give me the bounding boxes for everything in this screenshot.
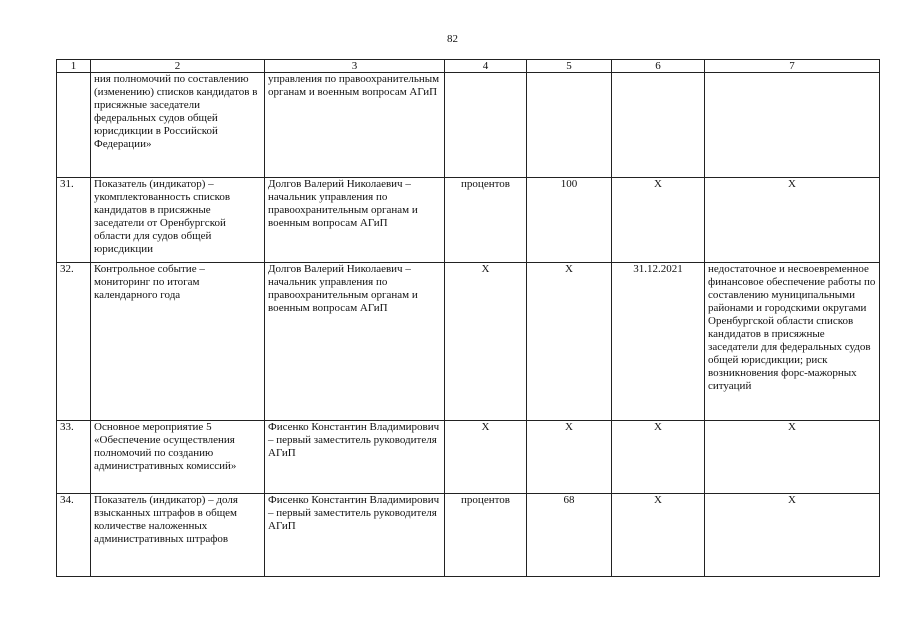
table-row	[57, 73, 880, 178]
row-risks: X	[705, 494, 880, 577]
row-value: X	[527, 263, 612, 421]
row-date: X	[612, 178, 705, 263]
row-date	[612, 73, 705, 178]
row-value	[527, 73, 612, 178]
page-number: 82	[447, 33, 458, 45]
header-col-4: 4	[445, 60, 527, 73]
row-number: 34.	[57, 494, 91, 577]
header-col-7: 7	[705, 60, 880, 73]
row-responsible: Фисенко Константин Владимирович – первый заместитель руководителя АГиП	[265, 421, 445, 494]
row-date: X	[612, 421, 705, 494]
row-value: 100	[527, 178, 612, 263]
header-row	[57, 60, 880, 73]
row-responsible: управления по правоохранительным органам и военным вопросам АГиП	[265, 73, 445, 178]
row-name: Основное мероприятие 5 «Обеспечение осуществления полномочий по созданию административных комиссий»	[91, 421, 265, 494]
table-row	[57, 421, 880, 494]
row-number: 33.	[57, 421, 91, 494]
header-col-2: 2	[91, 60, 265, 73]
header-col-5: 5	[527, 60, 612, 73]
row-responsible: Долгов Валерий Николаевич – начальник управления по правоохранительным органам и военным вопросам АГиП	[265, 178, 445, 263]
row-name: ния полномочий по составлению (изменению) списков кандидатов в присяжные заседатели федеральных судов общей юрисдикции в Российской Федерации»	[91, 73, 265, 178]
row-number: 32.	[57, 263, 91, 421]
row-risks: X	[705, 178, 880, 263]
program-table	[56, 59, 880, 577]
row-number	[57, 73, 91, 178]
row-value: X	[527, 421, 612, 494]
header-col-1: 1	[57, 60, 91, 73]
row-unit: процентов	[445, 178, 527, 263]
row-date: 31.12.2021	[612, 263, 705, 421]
row-risks: X	[705, 421, 880, 494]
row-value: 68	[527, 494, 612, 577]
row-risks: недостаточное и несвоевременное финансовое обеспечение работы по составлению муниципальными районами и городскими округами Оренбургской области списков кандидатов в присяжные заседатели для федеральных судов общей юрисдикции; риск возникновения форс-мажорных ситуаций	[705, 263, 880, 421]
row-name: Контрольное событие – мониторинг по итогам календарного года	[91, 263, 265, 421]
row-unit: процентов	[445, 494, 527, 577]
row-number: 31.	[57, 178, 91, 263]
table-row	[57, 263, 880, 421]
header-col-6: 6	[612, 60, 705, 73]
row-unit: X	[445, 263, 527, 421]
row-unit: X	[445, 421, 527, 494]
row-risks	[705, 73, 880, 178]
table-row	[57, 494, 880, 577]
row-unit	[445, 73, 527, 178]
row-name: Показатель (индикатор) – доля взысканных штрафов в общем количестве наложенных административных штрафов	[91, 494, 265, 577]
row-responsible: Фисенко Константин Владимирович – первый заместитель руководителя АГиП	[265, 494, 445, 577]
row-name: Показатель (индикатор) – укомплектованность списков кандидатов в присяжные заседатели от Оренбургской области для судов общей юрисдикции	[91, 178, 265, 263]
row-date: X	[612, 494, 705, 577]
header-col-3: 3	[265, 60, 445, 73]
row-responsible: Долгов Валерий Николаевич – начальник управления по правоохранительным органам и военным вопросам АГиП	[265, 263, 445, 421]
table-row	[57, 178, 880, 263]
